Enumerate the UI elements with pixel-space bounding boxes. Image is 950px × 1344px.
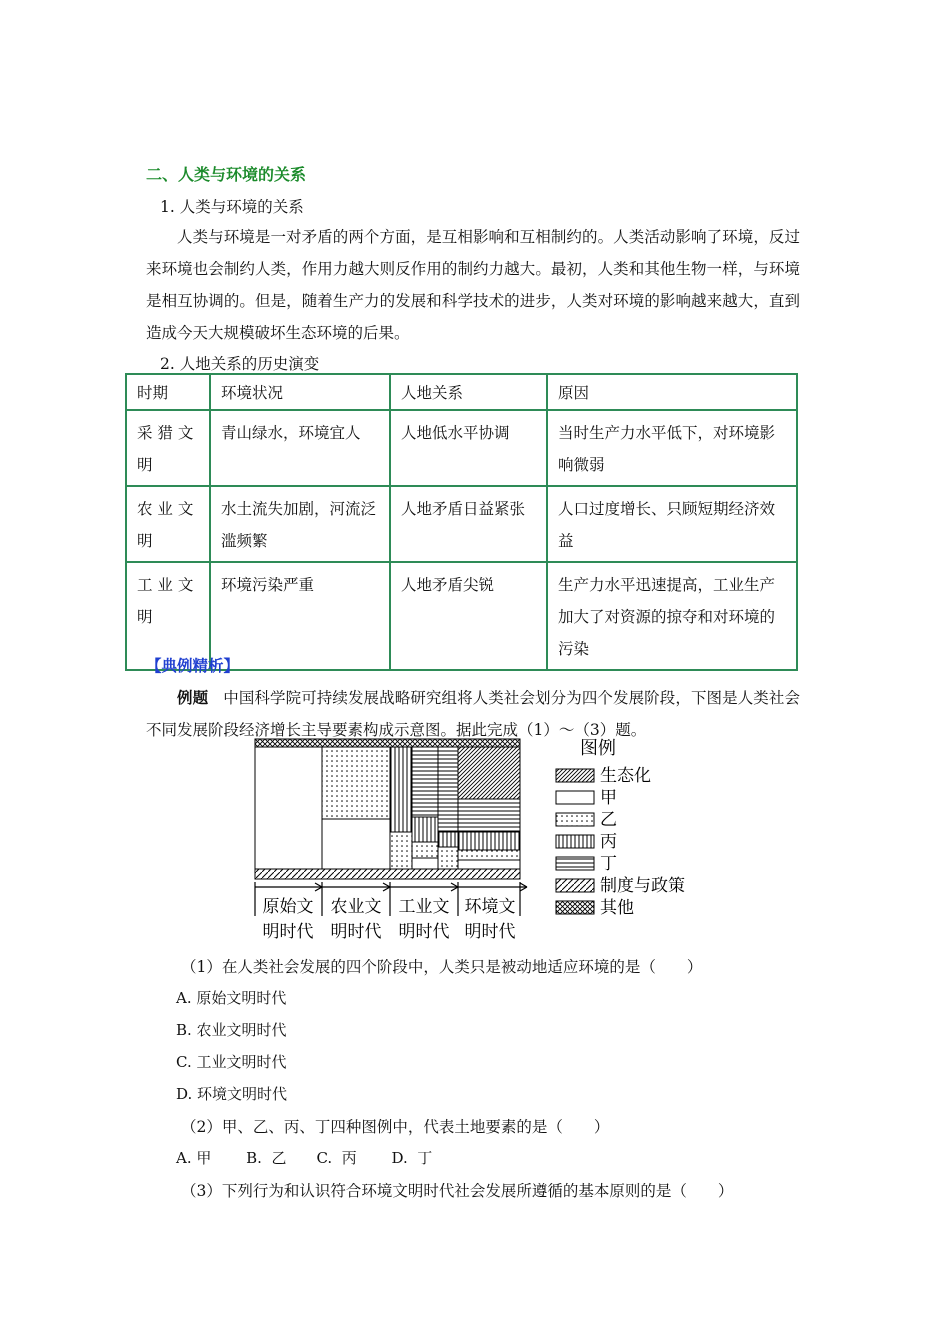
table-header-cell: 原因 bbox=[547, 374, 797, 410]
table-header-cell: 环境状况 bbox=[210, 374, 390, 410]
table-cell: 人口过度增长、只顾短期经济效益 bbox=[547, 486, 797, 562]
legend-swatch bbox=[556, 879, 594, 892]
table-cell: 人地低水平协调 bbox=[390, 410, 547, 486]
example-tag: 【典例精析】 bbox=[146, 656, 240, 675]
era-label: 明时代 bbox=[464, 922, 516, 942]
table-row bbox=[126, 410, 797, 486]
era4-jia bbox=[458, 860, 520, 869]
table-cell: 当时生产力水平低下，对环境影响微弱 bbox=[547, 410, 797, 486]
era3-yi bbox=[412, 842, 438, 858]
era-label: 明时代 bbox=[398, 922, 450, 942]
era3-jia bbox=[412, 858, 438, 869]
era3-ding bbox=[412, 747, 438, 817]
example-label: 例题 bbox=[177, 688, 209, 707]
era-label: 明时代 bbox=[262, 922, 314, 942]
legend-swatch bbox=[556, 813, 594, 826]
table-header-cell: 人地关系 bbox=[390, 374, 547, 410]
legend-swatch bbox=[556, 769, 594, 782]
legend-label: 丙 bbox=[600, 832, 617, 852]
legend-label: 制度与政策 bbox=[600, 876, 685, 896]
question-1-option[interactable]: D. 环境文明时代 bbox=[176, 1085, 288, 1103]
table-cell: 水土流失加剧，河流泛滥频繁 bbox=[210, 486, 390, 562]
legend-swatch bbox=[556, 835, 594, 848]
era1-jia bbox=[255, 747, 322, 869]
era4-bing bbox=[458, 832, 520, 850]
era3-yi bbox=[390, 832, 412, 869]
era3-bing bbox=[438, 832, 458, 847]
legend-label: 乙 bbox=[600, 810, 617, 830]
era3-bing bbox=[412, 817, 438, 842]
legend-swatch bbox=[556, 901, 594, 914]
question-1-option[interactable]: C. 工业文明时代 bbox=[176, 1053, 287, 1071]
subheading-2: 2. 人地关系的历史演变 bbox=[160, 355, 320, 373]
table-cell: 农 业 文明 bbox=[126, 486, 210, 562]
legend-label: 甲 bbox=[600, 788, 617, 808]
band-policy bbox=[255, 869, 520, 879]
question-2-stem: （2）甲、乙、丙、丁四种图例中，代表土地要素的是（ ） bbox=[181, 1118, 610, 1136]
legend-swatch bbox=[556, 791, 594, 804]
table-cell: 人地矛盾尖锐 bbox=[390, 562, 547, 670]
question-2-options[interactable]: A. 甲 B. 乙 C. 丙 D. 丁 bbox=[176, 1149, 433, 1167]
era4-ding bbox=[458, 799, 520, 832]
legend-label: 丁 bbox=[600, 854, 617, 874]
question-3-stem: （3）下列行为和认识符合环境文明时代社会发展所遵循的基本原则的是（ ） bbox=[181, 1182, 734, 1200]
band-other bbox=[255, 739, 520, 747]
table-header-row bbox=[126, 374, 797, 410]
era3-bing bbox=[390, 747, 412, 832]
table-cell: 青山绿水，环境宜人 bbox=[210, 410, 390, 486]
table-row bbox=[126, 486, 797, 562]
table-cell: 生产力水平迅速提高，工业生产加大了对资源的掠夺和对环境的污染 bbox=[547, 562, 797, 670]
subheading-1: 1. 人类与环境的关系 bbox=[160, 198, 304, 216]
history-table bbox=[125, 373, 798, 671]
era4-yi bbox=[458, 850, 520, 860]
era-label: 农业文 bbox=[330, 897, 382, 917]
legend-title: 图例 bbox=[580, 738, 616, 759]
era-label: 明时代 bbox=[330, 922, 382, 942]
era2-jia bbox=[322, 819, 390, 869]
table-cell: 采 猎 文明 bbox=[126, 410, 210, 486]
question-1-option[interactable]: B. 农业文明时代 bbox=[176, 1021, 287, 1039]
table-cell: 工 业 文明 bbox=[126, 562, 210, 670]
example-text: 中国科学院可持续发展战略研究组将人类社会划分为四个发展阶段，下图是人类社会不同发展阶段经济增长主导要素构成示意图。据此完成（1）～（3）题。 bbox=[146, 689, 800, 739]
question-1-stem: （1）在人类社会发展的四个阶段中，人类只是被动地适应环境的是（ ） bbox=[181, 958, 703, 976]
era2-yi bbox=[322, 747, 390, 819]
legend-label: 生态化 bbox=[600, 766, 651, 786]
legend-swatch bbox=[556, 857, 594, 870]
table-header-cell: 时期 bbox=[126, 374, 210, 410]
factor-diagram bbox=[250, 734, 710, 946]
legend-label: 其他 bbox=[600, 898, 634, 918]
era3-ding bbox=[438, 747, 458, 832]
body-paragraph: 人类与环境是一对矛盾的两个方面，是互相影响和互相制约的。人类活动影响了环境，反过来环境也会制约人类，作用力越大则反作用的制约力越大。最初，人类和其他生物一样，与环境是相互协调的。但是，随着生产力的发展和科学技术的进步，人类对环境的影响越来越大，直到造成今天大规模破坏生态环境的后果。 bbox=[146, 228, 800, 342]
era-label: 原始文 bbox=[262, 897, 314, 917]
table-cell: 环境污染严重 bbox=[210, 562, 390, 670]
section-heading: 二、人类与环境的关系 bbox=[146, 165, 307, 184]
era-label: 环境文 bbox=[464, 897, 516, 917]
era4-eco bbox=[458, 747, 520, 799]
era-label: 工业文 bbox=[398, 897, 450, 917]
question-1-option[interactable]: A. 原始文明时代 bbox=[176, 989, 287, 1007]
table-cell: 人地矛盾日益紧张 bbox=[390, 486, 547, 562]
era3-yi bbox=[438, 847, 458, 869]
